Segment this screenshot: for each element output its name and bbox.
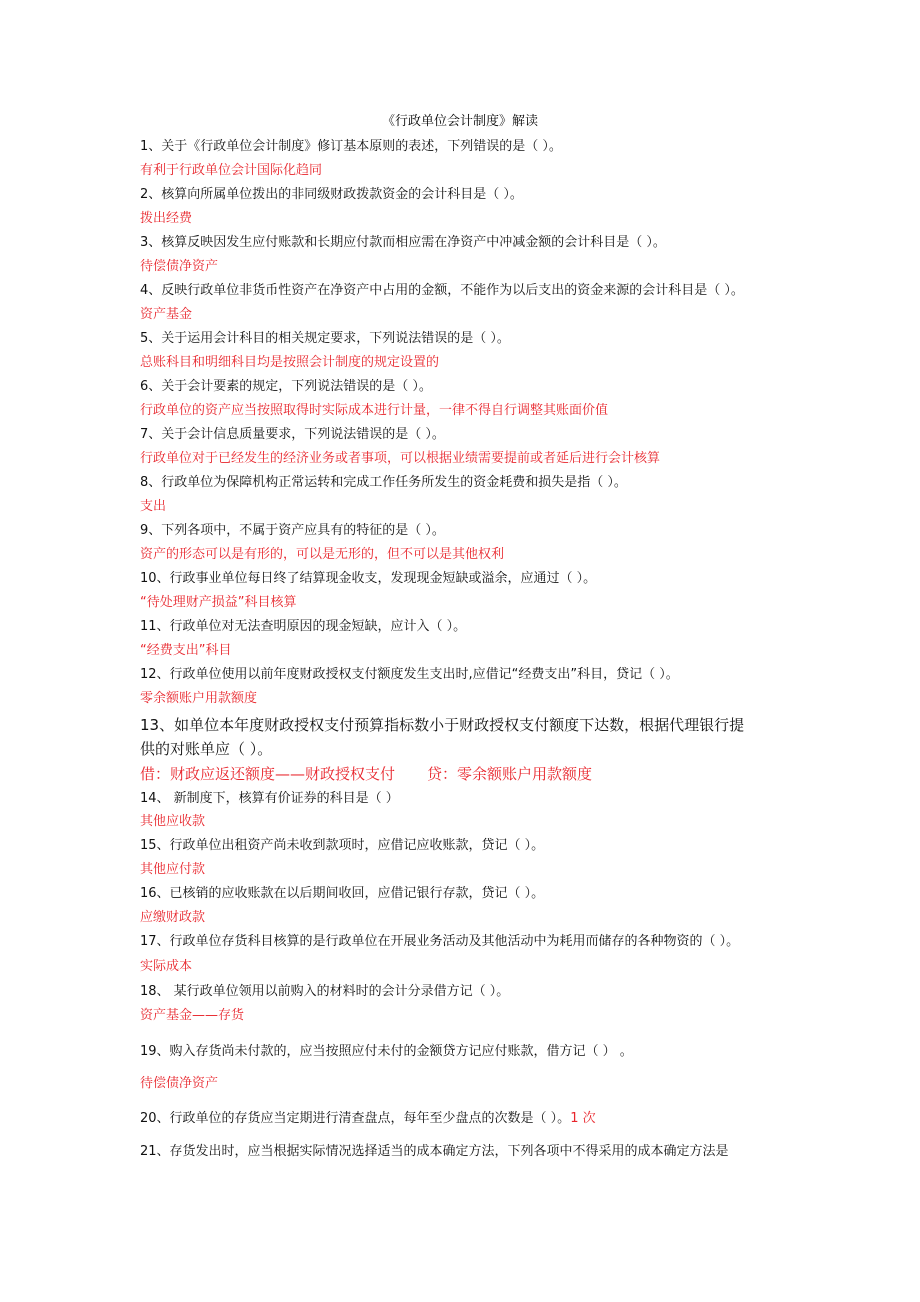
answer-13-credit: 贷：零余额账户用款额度 bbox=[427, 765, 593, 783]
answer-5: 总账科目和明细科目均是按照会计制度的规定设置的 bbox=[140, 355, 440, 370]
answer-20: 1 次 bbox=[570, 1111, 596, 1126]
answer-7: 行政单位对于已经发生的经济业务或者事项，可以根据业绩需要提前或者延后进行会计核算 bbox=[140, 451, 661, 466]
question-10: 10、行政事业单位每日终了结算现金收支，发现现金短缺或溢余，应通过（ ）。 bbox=[140, 571, 597, 586]
answer-2: 拨出经费 bbox=[140, 211, 193, 226]
question-18: 18、 某行政单位领用以前购入的材料时的会计分录借方记（ ）。 bbox=[140, 984, 510, 999]
question-8: 8、行政单位为保障机构正常运转和完成工作任务所发生的资金耗费和损失是指（ ）。 bbox=[140, 475, 627, 490]
question-7: 7、关于会计信息质量要求，下列说法错误的是（ ）。 bbox=[140, 427, 445, 442]
document-title: 《行政单位会计制度》解读 bbox=[381, 114, 538, 129]
question-16: 16、已核销的应收账款在以后期间收回，应借记银行存款，贷记（ ）。 bbox=[140, 886, 545, 901]
answer-12: 零余额账户用款额度 bbox=[140, 691, 258, 706]
answer-16: 应缴财政款 bbox=[140, 910, 206, 925]
answer-15: 其他应付款 bbox=[140, 862, 206, 877]
question-6: 6、关于会计要素的规定，下列说法错误的是（ ）。 bbox=[140, 379, 432, 394]
question-11: 11、行政单位对无法查明原因的现金短缺，应计入（ ）。 bbox=[140, 619, 467, 634]
question-5: 5、关于运用会计科目的相关规定要求，下列说法错误的是（ ）。 bbox=[140, 331, 510, 346]
answer-17: 实际成本 bbox=[140, 959, 193, 974]
question-12: 12、行政单位使用以前年度财政授权支付额度发生支出时,应借记“经费支出”科目，贷记（ ）。 bbox=[140, 667, 679, 682]
answer-8: 支出 bbox=[140, 499, 167, 514]
question-20-row bbox=[140, 1110, 910, 1128]
answer-13-debit: 借：财政应返还额度——财政授权支付 bbox=[140, 765, 396, 783]
answer-9: 资产的形态可以是有形的，可以是无形的，但不可以是其他权利 bbox=[140, 547, 505, 562]
question-1: 1、关于《行政单位会计制度》修订基本原则的表述，下列错误的是（ ）。 bbox=[140, 139, 562, 154]
answer-3: 待偿债净资产 bbox=[140, 259, 219, 274]
question-21: 21、存货发出时，应当根据实际情况选择适当的成本确定方法，下列各项中不得采用的成本确定方法是 bbox=[140, 1144, 729, 1159]
answer-18: 资产基金——存货 bbox=[140, 1008, 245, 1023]
answer-6: 行政单位的资产应当按照取得时实际成本进行计量，一律不得自行调整其账面价值 bbox=[140, 403, 609, 418]
answer-14: 其他应收款 bbox=[140, 814, 206, 829]
question-13-line-2: 供的对账单应（ ）。 bbox=[140, 740, 273, 758]
answer-4: 资产基金 bbox=[140, 307, 193, 322]
question-17: 17、行政单位存货科目核算的是行政单位在开展业务活动及其他活动中为耗用而储存的各种物资的（ ）。 bbox=[140, 934, 740, 949]
answer-10: “待处理财产损益”科目核算 bbox=[140, 595, 297, 610]
answer-1: 有利于行政单位会计国际化趋同 bbox=[140, 163, 323, 178]
question-9: 9、下列各项中，不属于资产应具有的特征的是（ ）。 bbox=[140, 523, 445, 538]
question-15: 15、行政单位出租资产尚未收到款项时，应借记应收账款，贷记（ ）。 bbox=[140, 838, 545, 853]
question-4: 4、反映行政单位非货币性资产在净资产中占用的金额，不能作为以后支出的资金来源的会计科目是（ ）。 bbox=[140, 283, 744, 298]
answer-11: “经费支出”科目 bbox=[140, 643, 232, 658]
question-3: 3、核算反映因发生应付账款和长期应付款而相应需在净资产中冲减金额的会计科目是（ ）。 bbox=[140, 235, 666, 250]
question-14: 14、 新制度下，核算有价证券的科目是（ ） bbox=[140, 791, 399, 806]
question-2: 2、核算向所属单位拨出的非同级财政拨款资金的会计科目是（ ）。 bbox=[140, 187, 523, 202]
answer-19: 待偿债净资产 bbox=[140, 1076, 219, 1091]
question-19: 19、购入存货尚未付款的，应当按照应付未付的金额贷方记应付账款，借方记（ ） 。 bbox=[140, 1044, 633, 1059]
answer-13 bbox=[140, 764, 910, 784]
question-20: 20、行政单位的存货应当定期进行清查盘点，每年至少盘点的次数是（ ）。 bbox=[140, 1111, 571, 1126]
question-13-line-1: 13、如单位本年度财政授权支付预算指标数小于财政授权支付额度下达数，根据代理银行提 bbox=[140, 716, 745, 734]
